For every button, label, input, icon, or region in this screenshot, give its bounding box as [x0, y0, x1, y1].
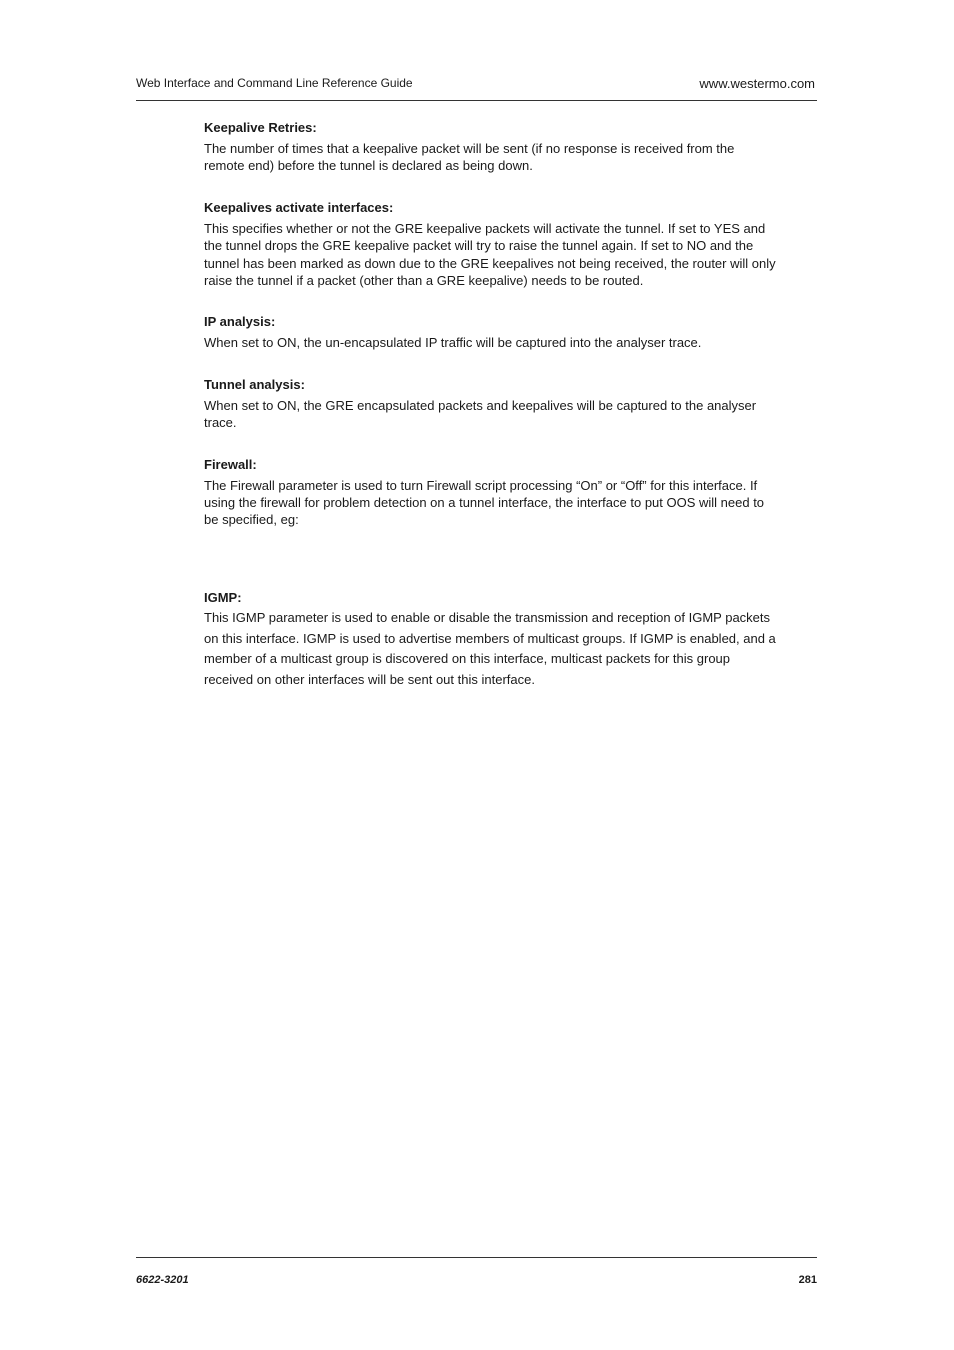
section-heading: Tunnel analysis: [204, 376, 305, 392]
section-body: When set to ON, the un-encapsulated IP traffic will be captured into the analyser trace. [204, 335, 702, 351]
page-footer [136, 1257, 817, 1288]
document-number: 6622-3201 [136, 1274, 189, 1286]
section-body: This IGMP parameter is used to enable or disable the transmission and reception of IGMP packets on this interface. IGMP is used to advertise members of multicast groups. If IGMP is enabled, and a member of a multicast group is discovered on this interface, multicast packets for this group received on other interfaces will be sent out this interface. [204, 609, 776, 688]
section-firewall [204, 456, 776, 529]
section-ip-analysis [204, 313, 776, 351]
section-heading: IGMP: [204, 589, 242, 605]
section-heading: Keepalives activate interfaces: [204, 199, 394, 215]
section-igmp [204, 589, 776, 691]
page-number: 281 [798, 1274, 817, 1286]
website-url: www.westermo.com [699, 76, 815, 91]
section-body: This specifies whether or not the GRE keepalive packets will activate the tunnel. If set to YES and the tunnel drops the GRE keepalive packet will try to raise the tunnel again. If set to NO and the tunnel has been marked as down due to the GRE keepalives not being received, the router will only raise the tunnel if a packet (other than a GRE keepalive) needs to be routed. [204, 220, 776, 289]
section-tunnel-analysis [204, 376, 776, 432]
section-keepalives-activate-interfaces [204, 199, 776, 290]
section-body: The Firewall parameter is used to turn Firewall script processing “On” or “Off” for this interface. If using the firewall for problem detection on a tunnel interface, the interface to put OOS will need to be specified, eg: [204, 477, 765, 528]
section-body: When set to ON, the GRE encapsulated packets and keepalives will be captured to the analyser trace. [204, 397, 757, 431]
page-content [204, 119, 776, 691]
section-heading: IP analysis: [204, 314, 276, 330]
section-body: The number of times that a keepalive packet will be sent (if no response is received from the remote end) before the tunnel is declared as being down. [204, 141, 735, 174]
section-heading: Firewall: [204, 456, 257, 472]
page-header [136, 74, 817, 101]
document-title: Web Interface and Command Line Reference Guide [136, 76, 413, 90]
section-heading: Keepalive Retries: [204, 120, 317, 135]
section-keepalive-retries [204, 119, 776, 175]
